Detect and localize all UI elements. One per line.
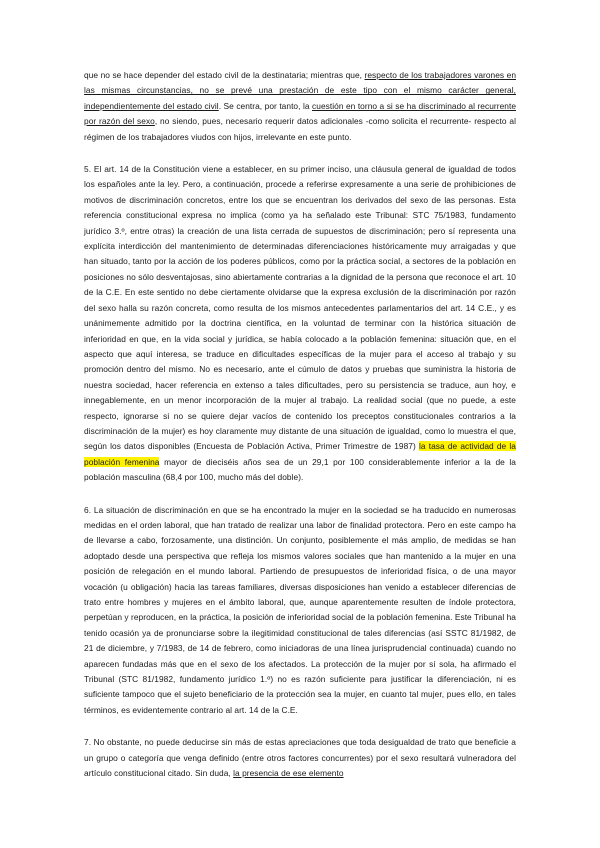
text-run: . Se centra, por tanto, la (218, 100, 313, 111)
paragraph-6 (84, 503, 516, 719)
underlined-text: la presencia de ese elemento (233, 768, 344, 779)
underlined-text: respecto de los trabajadores varones en las mismas circunstancias, no se prevé una prestación de este tipo con el mismo carácter general, independientemente del estado civil (84, 70, 517, 111)
highlighted-text: la tasa de actividad de la población femenina (84, 441, 516, 467)
text-run: mayor de dieciséis años sea de un 29,1 por 100 considerablemente inferior a la de la población masculina (68,4 por 100, mucho más del doble). (84, 456, 516, 483)
text-run: 5. El art. 14 de la Constitución viene a establecer, en su primer inciso, una cláusula general de igualdad de todos los españoles ante la ley. Pero, a continuación, procede a referirse expresamente a una serie de prohibiciones de motivos de discriminación concretos, entre los que se encuentran los derivados del sexo de las personas. Esta referencia constitucional expresa no implica (como ya ha señalado este Tribunal: STC 75/1983, fundamento jurídico 3.º, entre otras) la creación de una lista cerrada de supuestos de discriminación; pero sí representa una explícita interdicción del mantenimiento de determinadas diferenciaciones históricamente muy arraigadas y que han situado, tanto por la acción de los poderes públicos, como por la práctica social, a sectores de la población en posiciones no sólo desventajosas, sino abiertamente contrarias a la dignidad de la persona que reconoce el art. 10 de la C.E. En este sentido no debe ciertamente olvidarse que la expresa exclusión de la discriminación por razón del sexo halla su razón concreta, como resulta de los mismos antecedentes parlamentarios del art. 14 C.E., y es unánimemente admitido por la doctrina científica, en la voluntad de terminar con la histórica situación de inferioridad en que, en la vida social y jurídica, se había colocado a la población femenina: situación que, en el aspecto que aquí interesa, se traduce en dificultades específicas de la mujer para el acceso al trabajo y su promoción dentro del mismo. No es necesario, ante el cúmulo de datos y pruebas que suministra la historia de nuestra sociedad, hacer referencia en extenso a tales dificultades, pero su persistencia se traduce, aun hoy, e innegablemente, en un menor incorporación de la mujer al trabajo. La realidad social (que no puede, a este respecto, ignorarse si no se quiere dejar vacíos de contenido los preceptos constitucionales contrarios a la discriminación de la mujer) es hoy claramente muy distante de una situación de igualdad, como lo muestra el que, según los datos disponibles (Encuesta de Población Activa, Primer Trimestre de 1987) (84, 164, 516, 452)
text-run: , no siendo, pues, necesario requerir datos adicionales -como solicita el recurrente- respecto al régimen de los trabajadores viudos con hijos, irrelevante en este punto. (84, 116, 516, 142)
text-run: 6. La situación de discriminación en que se ha encontrado la mujer en la sociedad se ha traducido en numerosas medidas en el orden laboral, que han tratado de realizar una labor de finalidad protectora. Pero en este campo ha de llevarse a cabo, forzosamente, una distinción. Un conjunto, posiblemente el más amplio, de medidas se han adoptado desde una perspectiva que refleja los mismos valores sociales que han mantenido a la mujer en una posición de relegación en el mundo laboral. Partiendo de presupuestos de inferioridad física, o de una mayor vocación (u obligación) hacia las tareas familiares, diversas disposiciones han venido a establecer diferencias de trato entre hombres y mujeres en el ámbito laboral, que, aunque aparentemente resulten de índole protectora, perpetúan y reproducen, en la práctica, la posición de inferioridad social de la población femenina. Este Tribunal ha tenido ocasión ya de pronunciarse sobre la ilegitimidad constitucional de tales diferencias (así SSTC 81/1982, de 21 de diciembre, y 7/1983, de 14 de febrero, como iniciadoras de una línea jurisprudencial continuada) cuando no aparecen fundadas más que en el sexo de los afectados. La protección de la mujer por sí sola, ha afirmado el Tribunal (STC 81/1982, fundamento jurídico 1.º) no es razón suficiente para justificar la diferenciación, ni es suficiente tampoco que el sujeto beneficiario de la protección sea la mujer, en cuanto tal mujer, pues ello, en tales términos, es evidentemente contrario al art. 14 de la C.E. (84, 504, 516, 715)
text-run: 7. No obstante, no puede deducirse sin más de estas apreciaciones que toda desigualdad de trato que beneficie a un grupo o categoría que venga definido (entre otros factores concurrentes) por el sexo resultará vulneradora del artículo constitucional citado. Sin duda, (84, 737, 516, 779)
paragraph-5 (84, 162, 516, 486)
paragraph-7 (84, 735, 516, 781)
text-run: que no se hace depender del estado civil de la destinataria; mientras que, (84, 70, 365, 80)
paragraph-continuation (84, 68, 516, 145)
underlined-text: cuestión en torno a si se ha discriminado al recurrente por razón del sexo (84, 100, 517, 127)
